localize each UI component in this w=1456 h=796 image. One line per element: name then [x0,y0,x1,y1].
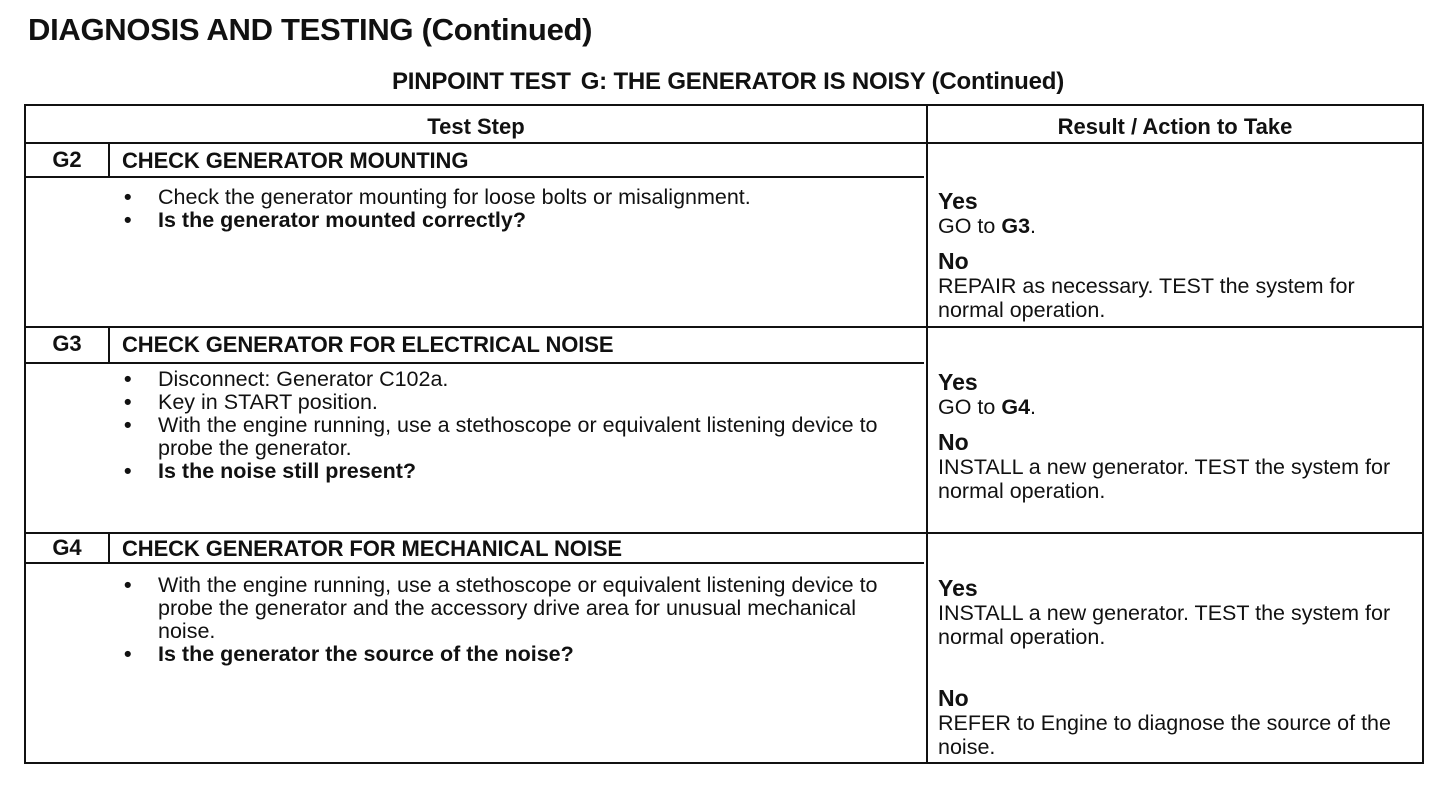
result-yes-label: Yes [938,369,978,395]
step-list-g3 [122,368,902,483]
result-no-action: REPAIR as necessary. TEST the system for normal operation. [938,274,1355,322]
page-title-continued: (Continued) [421,12,593,47]
step-list-g4 [122,574,902,666]
step-question: • Is the noise still present? [122,460,902,483]
g3-id-divider [108,326,110,362]
result-no-action: INSTALL a new generator. TEST the system for normal operation. [938,455,1391,503]
result-yes-action: INSTALL a new generator. TEST the system for normal operation. [938,601,1391,649]
header-divider [26,142,1422,144]
result-yes-tail: . [1030,395,1037,419]
step-list-g2 [122,186,902,232]
result-no-label: No [938,685,969,711]
result-yes-action [938,395,1418,419]
col-header-test-step: Test Step [427,114,525,139]
page-title [28,12,592,48]
step-id-g4: G4 [52,535,82,560]
pinpoint-test-name: G: THE GENERATOR IS NOISY [580,68,926,95]
step-title-g3: CHECK GENERATOR FOR ELECTRICAL NOISE [122,332,614,357]
step-id-g2: G2 [52,147,82,172]
g3-row-divider [26,532,1422,534]
col-header-result: Result / Action to Take [1057,114,1293,139]
g3-title-divider [26,362,924,364]
g2-title-divider [26,176,924,178]
step-title-g2: CHECK GENERATOR MOUNTING [122,148,469,173]
g4-id-divider [108,532,110,562]
column-divider [926,106,928,762]
pinpoint-test-continued: (Continued) [931,68,1065,95]
result-no-label: No [938,429,969,455]
result-yes-label: Yes [938,575,978,601]
result-yes-text: GO to [938,395,996,419]
step-bullet: • Key in START position. [122,391,902,414]
step-question: • Is the generator the source of the noise? [122,643,902,666]
result-yes-ref: G3 [1001,214,1031,238]
step-bullet: • Disconnect: Generator C102a. [122,368,902,391]
step-id-g3: G3 [52,331,82,356]
result-g4 [938,575,1418,769]
page-title-text: DIAGNOSIS AND TESTING [28,12,414,47]
step-title-g4: CHECK GENERATOR FOR MECHANICAL NOISE [122,536,622,561]
result-yes-tail: . [1030,214,1037,238]
pinpoint-test-title [0,68,1456,96]
pinpoint-test-lead: PINPOINT TEST [391,68,571,95]
result-yes-text: GO to [938,214,996,238]
result-yes-action [938,214,1418,238]
step-bullet: • Check the generator mounting for loose bolts or misalignment. [122,186,902,209]
result-no-label: No [938,248,969,274]
test-table [24,104,1424,764]
g2-id-divider [108,142,110,176]
step-bullet: • With the engine running, use a stethoscope or equivalent listening device to probe the generator and the accessory drive area for unusual mechanical noise. [122,574,902,643]
result-g3 [938,369,1418,513]
g4-title-divider [26,562,924,564]
step-bullet: • With the engine running, use a stethoscope or equivalent listening device to probe the generator. [122,414,902,460]
result-yes-ref: G4 [1001,395,1031,419]
result-g2 [938,188,1418,332]
result-yes-label: Yes [938,188,978,214]
result-no-action: REFER to Engine to diagnose the source of the noise. [938,711,1391,759]
step-question: • Is the generator mounted correctly? [122,209,902,232]
